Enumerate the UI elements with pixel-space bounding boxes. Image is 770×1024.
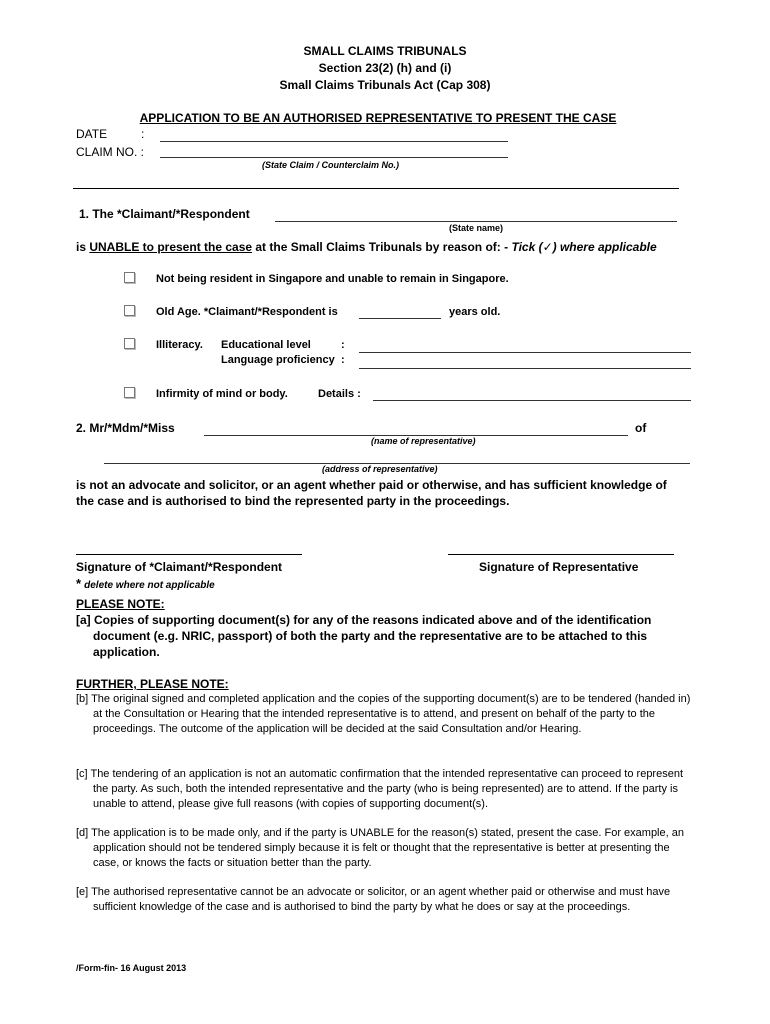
section-reference: Section 23(2) (h) and (i) [318,61,452,75]
form-reference: /Form-fin- 16 August 2013 [76,963,187,973]
language-colon: : [341,354,345,366]
party-name-field[interactable] [275,221,677,222]
please-note-heading: PLEASE NOTE: [76,597,165,611]
unable-statement: is UNABLE to present the case at the Small Claims Tribunals by reason of: - Tick (✓) where applicable [76,240,657,254]
date-colon: : [141,127,145,141]
representative-label: 2. Mr/*Mdm/*Miss [76,421,175,435]
date-field[interactable] [160,141,508,142]
note-a: [a] Copies of supporting document(s) for any of the reasons indicated above and of the identification document (e.g. NRIC, passport) of both the party and the representative are to be attached to this application. [76,613,652,659]
tick-instruction: Tick (✓) where applicable [511,240,657,254]
note-e: [e] The authorised representative cannot be an advocate or solicitor, or an agent whether paid or otherwise and must have sufficient knowledge of the case and is authorised to bind the party by what he does or say at the proceedings. [76,886,671,913]
language-proficiency-field[interactable] [359,368,691,369]
address-hint: (address of representative) [322,464,438,474]
form-title: APPLICATION TO BE AN AUTHORISED REPRESENTATIVE TO PRESENT THE CASE [139,111,617,125]
representative-signature-label: Signature of Representative [479,560,639,574]
old-age-reason: Old Age. *Claimant/*Respondent is [156,306,338,318]
claim-number-label: CLAIM NO. : [76,145,145,159]
date-label: DATE [76,127,108,141]
education-colon: : [341,339,345,351]
years-old-label: years old. [449,306,501,318]
further-note-heading: FURTHER, PLEASE NOTE: [76,677,229,691]
claim-number-field[interactable] [160,157,508,158]
age-field[interactable] [359,318,441,319]
infirmity-reason: Infirmity of mind or body. [156,388,288,400]
party-label: 1. The *Claimant/*Respondent [79,207,250,221]
delete-note: * delete where not applicable [76,576,215,591]
party-signature-line[interactable] [76,554,302,555]
resident-reason: Not being resident in Singapore and unable to remain in Singapore. [156,273,509,285]
representative-statement: is not an advocate and solicitor, or an agent whether paid or otherwise, and has sufficient knowledge of the case and is authorised to bind the represented party in the proceedings. [76,478,667,508]
of-label: of [635,421,647,435]
representative-signature-line[interactable] [448,554,674,555]
party-signature-label: Signature of *Claimant/*Respondent [76,560,283,574]
state-name-hint: (State name) [449,223,504,233]
education-level-field[interactable] [359,352,691,353]
name-hint: (name of representative) [371,436,476,446]
note-b: [b] The original signed and completed application and the copies of the supporting document(s) are to be tendered (handed in) at the Consultation or Hearing that the intended representative is to attend, and present on behalf of the party to the proceedings. The outcome of the application will be decided at the said Consultation and/or Hearing. [76,693,691,735]
claim-hint: (State Claim / Counterclaim No.) [262,160,400,170]
details-label: Details : [318,388,361,400]
illiteracy-checkbox[interactable] [124,338,135,349]
old-age-checkbox[interactable] [124,305,135,316]
details-field[interactable] [373,400,691,401]
court-name: SMALL CLAIMS TRIBUNALS [303,44,467,58]
section-divider [73,188,679,189]
note-d: [d] The application is to be made only, and if the party is UNABLE for the reason(s) stated, present the case. For example, an application should not be tendered simply because it is felt or thought that the representative is better at presenting the case, or knows the facts or situation better than the party. [76,827,684,869]
illiteracy-reason: Illiteracy. [156,339,203,351]
resident-checkbox[interactable] [124,272,135,283]
language-proficiency-label: Language proficiency [221,354,335,366]
education-level-label: Educational level [221,339,311,351]
note-c: [c] The tendering of an application is not an automatic confirmation that the intended representative can proceed to represent the party. As such, both the intended representative and the party (who is being represented) are to attend. If the party is unable to attend, please give full reasons (with copies of supporting document(s). [76,768,684,810]
act-reference: Small Claims Tribunals Act (Cap 308) [279,78,491,92]
infirmity-checkbox[interactable] [124,387,135,398]
